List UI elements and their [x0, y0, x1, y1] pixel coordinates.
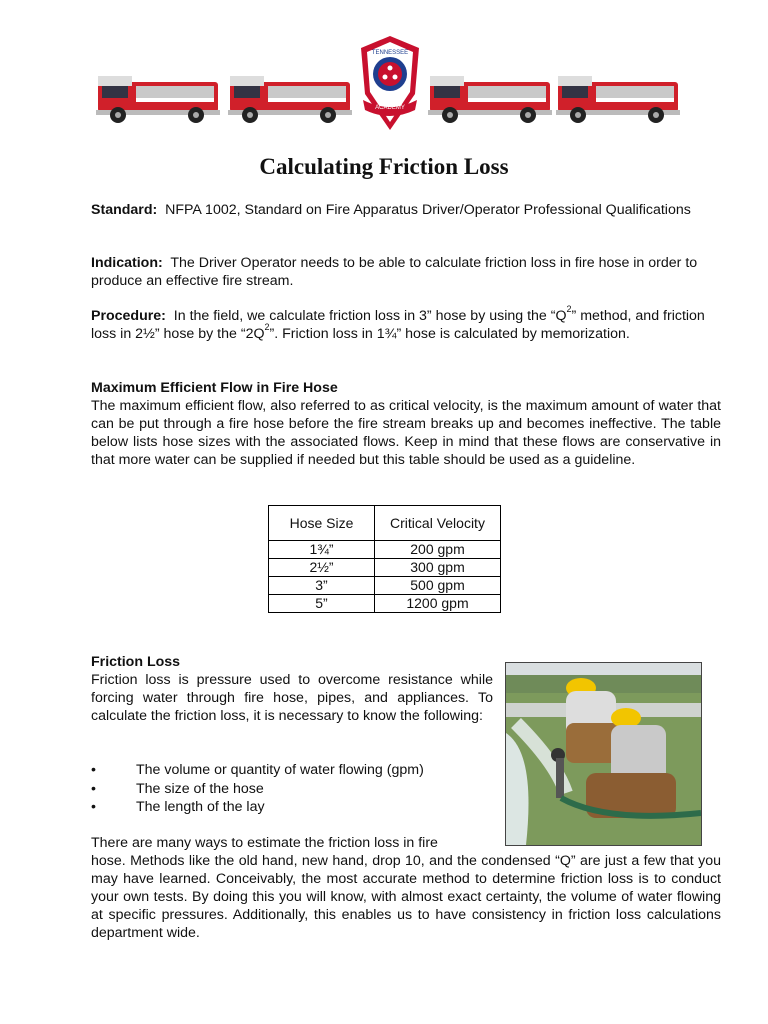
requirements-list: [91, 761, 424, 817]
standard-text: NFPA 1002, Standard on Fire Apparatus Driver/Operator Professional Qualifications: [165, 202, 691, 218]
fire-truck-icon: [556, 68, 684, 128]
academy-badge-logo: [357, 34, 423, 134]
table-cell: 500 gpm: [375, 577, 501, 595]
procedure-sup-1: 2: [566, 304, 572, 315]
procedure-label: Procedure:: [91, 308, 166, 324]
fire-truck-icon: [96, 68, 224, 128]
badge-text-bottom: ACADEMY: [375, 105, 405, 111]
table-row: [269, 541, 501, 559]
friction-loss-heading: Friction Loss: [91, 654, 181, 670]
table-header-hose-size: Hose Size: [269, 506, 375, 541]
procedure-text-2: ” method, and friction loss in 2½” hose by the “2Q: [91, 308, 705, 342]
friction-loss-section: [91, 653, 493, 725]
table-cell: 5”: [269, 595, 375, 613]
firefighters-photo-image: [506, 663, 701, 845]
friction-loss-intro: Friction loss is pressure used to overcome resistance while forcing water through fire hose, pipes, and appliances. To calculate the friction loss, it is necessary to know the following:: [91, 672, 493, 724]
table-header-row: [269, 506, 501, 541]
firefighters-photo: [505, 662, 702, 846]
header-banner: [0, 34, 768, 138]
procedure-text-3: ”. Friction loss in 1¾” hose is calculated by memorization.: [269, 326, 630, 342]
fire-truck-icon: [428, 68, 556, 128]
table-row: [269, 559, 501, 577]
indication-text: The Driver Operator needs to be able to calculate friction loss in fire hose in order to produce an effective fire stream.: [91, 255, 698, 289]
table-cell: 1¾”: [269, 541, 375, 559]
table-row: [269, 595, 501, 613]
indication-label: Indication:: [91, 255, 163, 271]
list-item-text: The length of the lay: [136, 799, 265, 815]
indication-paragraph: [91, 254, 721, 290]
table-row: [269, 577, 501, 595]
list-item: [91, 798, 424, 817]
list-item: [91, 761, 424, 780]
fire-truck-icon: [228, 68, 356, 128]
max-flow-text: The maximum efficient flow, also referred to as critical velocity, is the maximum amount of water that can be put through a fire hose before the fire stream breaks up and becomes ineffective. The table below lists hose sizes with the associated flows. Keep in mind that these flows are conservative in that more water can be supplied if needed but this table should be used as a guideline.: [91, 398, 721, 468]
bullet-icon: •: [91, 799, 96, 815]
bullet-icon: •: [91, 780, 96, 797]
badge-text-top: TENNESSEE: [371, 50, 409, 56]
table-cell: 200 gpm: [375, 541, 501, 559]
standard-label: Standard:: [91, 202, 158, 218]
list-item: [91, 780, 424, 799]
procedure-sup-2: 2: [264, 322, 270, 333]
standard-paragraph: [91, 201, 721, 219]
table-cell: 1200 gpm: [375, 595, 501, 613]
table-cell: 300 gpm: [375, 559, 501, 577]
procedure-paragraph: [91, 304, 721, 343]
closing-first-line: There are many ways to estimate the friction loss in fire: [91, 835, 438, 851]
table-cell: 2½”: [269, 559, 375, 577]
max-flow-section: [91, 379, 721, 469]
critical-velocity-table: [268, 505, 501, 613]
list-item-text: The size of the hose: [136, 780, 264, 797]
procedure-text-1: In the field, we calculate friction loss in 3” hose by using the “Q: [173, 308, 567, 324]
closing-paragraph: hose. Methods like the old hand, new hand, drop 10, and the condensed “Q” are just a few that you may have learned. Conceivably, the most accurate method to determine friction loss is to conduct your own tests. By doing this you will know, with almost exact certainty, the volume of water flowing at specific pressures. Additionally, this enables us to have consistency in friction loss calculations department wide.: [91, 853, 721, 941]
bullet-icon: •: [91, 762, 96, 778]
table-header-critical-velocity: Critical Velocity: [375, 506, 501, 541]
list-item-text: The volume or quantity of water flowing (gpm): [136, 762, 424, 778]
max-flow-heading: Maximum Efficient Flow in Fire Hose: [91, 380, 338, 396]
table-cell: 3”: [269, 577, 375, 595]
page-title: Calculating Friction Loss: [259, 154, 509, 179]
